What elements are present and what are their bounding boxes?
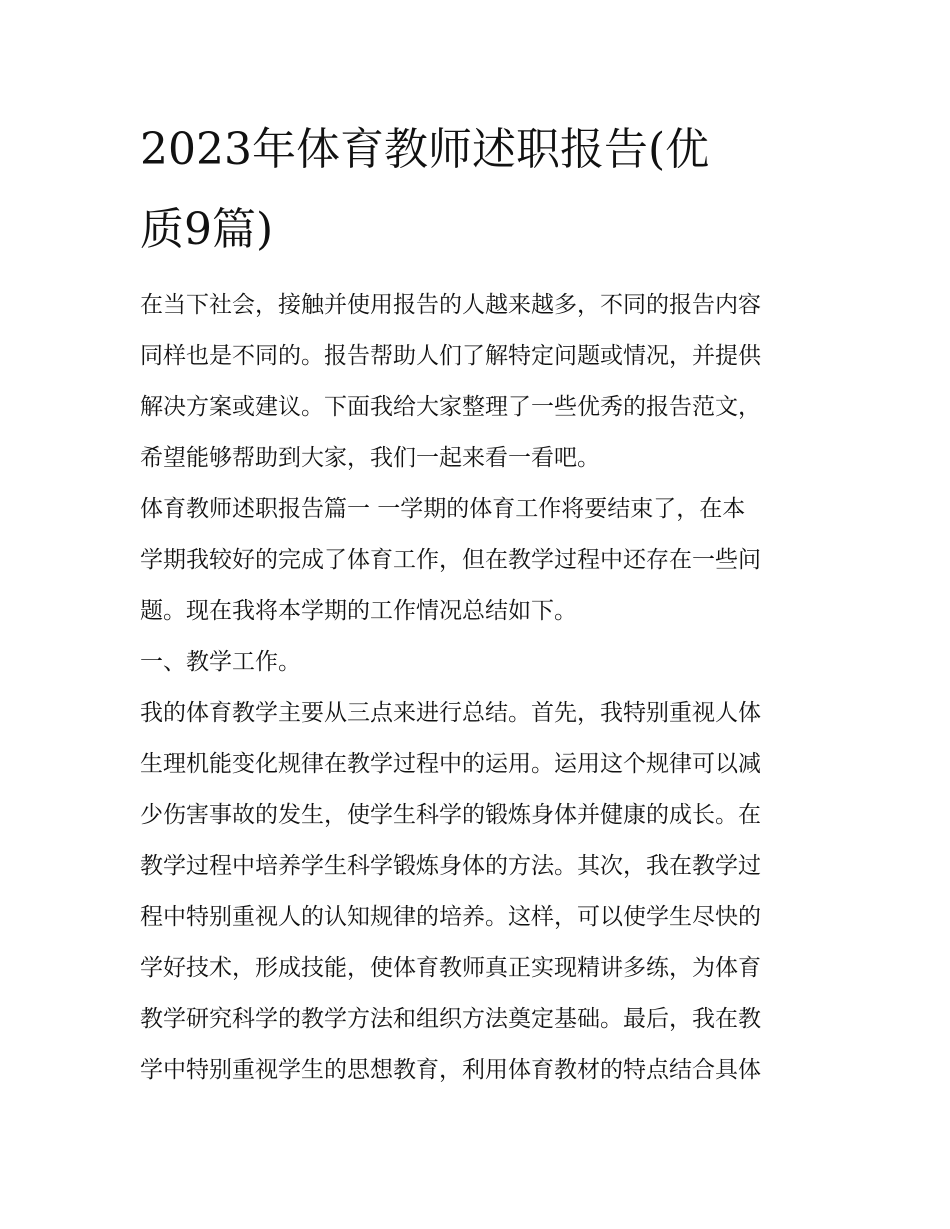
title-line-2: 质9篇) [140, 204, 274, 255]
text-line: 体育教师述职报告篇一 一学期的体育工作将要结束了，在本 [140, 496, 746, 522]
text-line: 程中特别重视人的认知规律的培养。这样，可以使学生尽快的 [140, 904, 761, 930]
text-line: 学中特别重视学生的思想教育，利用体育教材的特点结合具体 [140, 1057, 761, 1083]
text-line: 学好技术，形成技能，使体育教师真正实现精讲多练，为体育 [140, 955, 761, 981]
text-line: 学期我较好的完成了体育工作，但在教学过程中还存在一些问 [140, 547, 761, 573]
text-line: 题。现在我将本学期的工作情况总结如下。 [140, 598, 577, 624]
text-line: 我的体育教学主要从三点来进行总结。首先，我特别重视人体 [140, 700, 761, 726]
document-page [140, 110, 815, 1096]
intro-paragraph [140, 280, 815, 484]
teaching-summary-paragraph [140, 688, 815, 1096]
section-heading-teaching-work [140, 637, 815, 688]
text-line: 希望能够帮助到大家，我们一起来看一看吧。 [140, 445, 600, 471]
text-line: 一、教学工作。 [140, 649, 301, 675]
text-line: 教学研究科学的教学方法和组织方法奠定基础。最后，我在教 [140, 1006, 761, 1032]
title-line-1: 2023年体育教师述职报告(优 [140, 124, 710, 175]
text-line: 少伤害事故的发生，使学生科学的锻炼身体并健康的成长。在 [140, 802, 761, 828]
text-line: 教学过程中培养学生科学锻炼身体的方法。其次，我在教学过 [140, 853, 761, 879]
chapter-one-opening-paragraph [140, 484, 815, 637]
text-line: 同样也是不同的。报告帮助人们了解特定问题或情况，并提供 [140, 343, 761, 369]
text-line: 在当下社会，接触并使用报告的人越来越多，不同的报告内容 [140, 292, 761, 318]
document-title [140, 110, 815, 270]
text-line: 解决方案或建议。下面我给大家整理了一些优秀的报告范文， [140, 394, 761, 420]
text-line: 生理机能变化规律在教学过程中的运用。运用这个规律可以减 [140, 751, 761, 777]
